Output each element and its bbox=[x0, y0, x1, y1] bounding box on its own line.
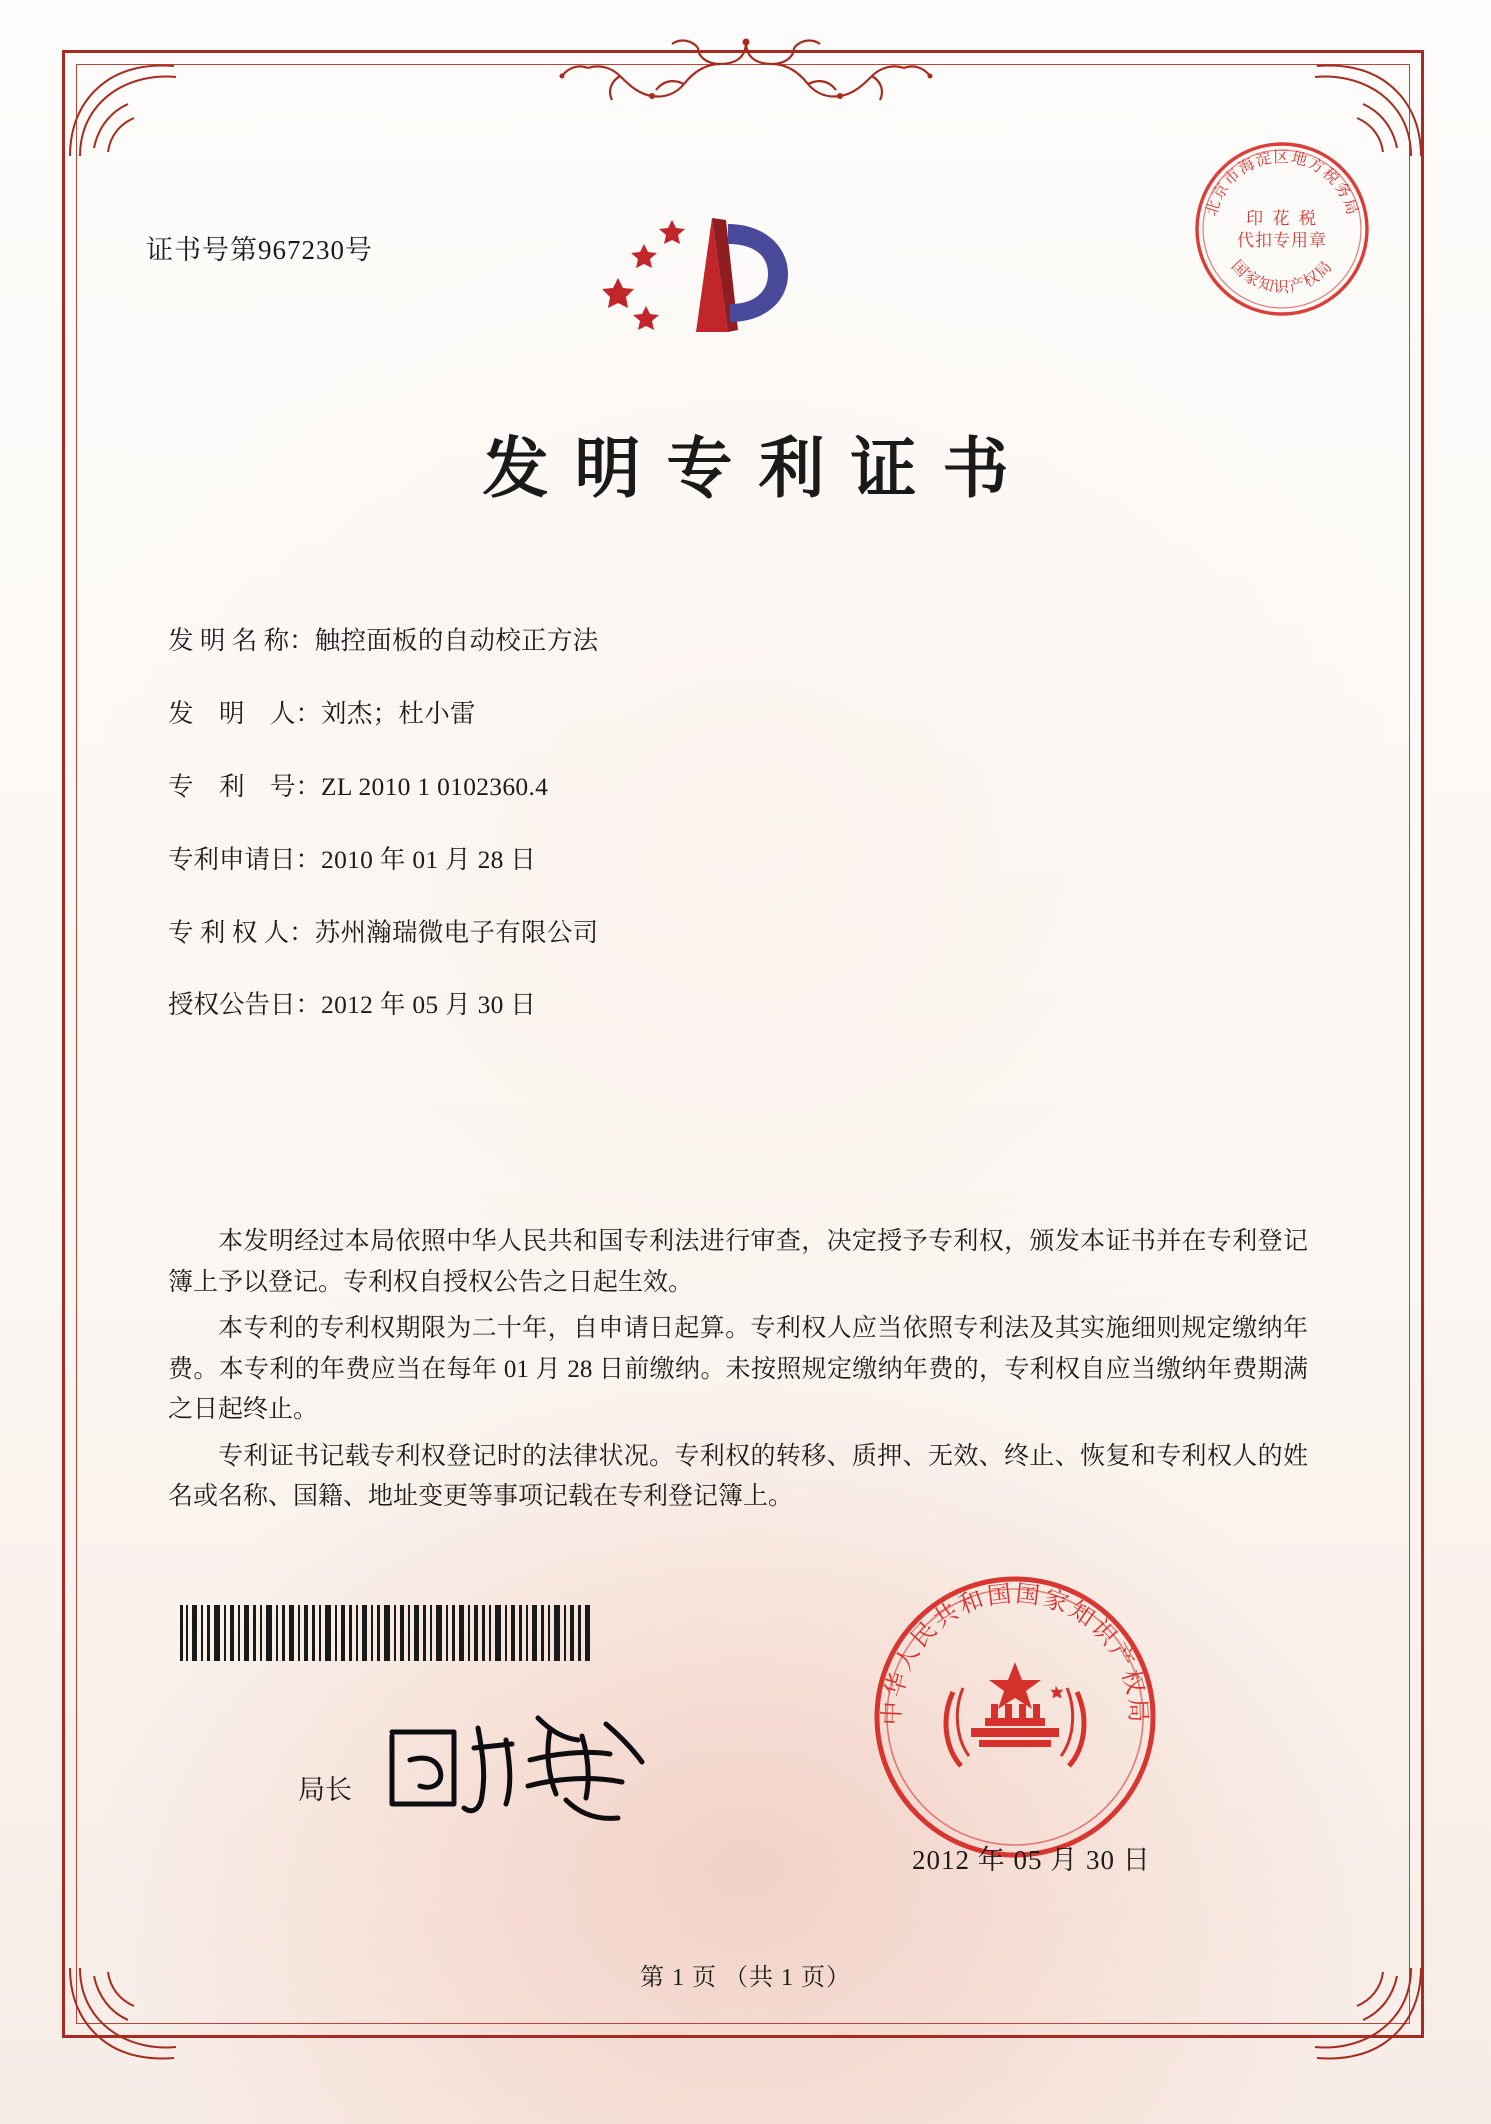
field-inventors bbox=[168, 698, 1308, 730]
certificate-body-text bbox=[168, 1222, 1308, 1524]
field-value: ZL 2010 1 0102360.4 bbox=[321, 771, 549, 801]
svg-text:代扣专用章: 代扣专用章 bbox=[1237, 231, 1327, 251]
field-value: 2010 年 01 月 28 日 bbox=[321, 844, 537, 874]
certificate-fields bbox=[168, 625, 1308, 1062]
director-signature bbox=[370, 1700, 670, 1835]
field-label: 专利申请日： bbox=[168, 844, 322, 874]
svg-text:中华人民共和国国家知识产权局: 中华人民共和国国家知识产权局 bbox=[877, 1579, 1153, 1726]
barcode bbox=[178, 1605, 598, 1661]
paragraph-term-and-fees: 本专利的专利权期限为二十年，自申请日起算。专利权人应当依照专利法及其实施细则规定缴纳年费。本专利的年费应当在每年 01 月 28 日前缴纳。未按照规定缴纳年费的，专利权自应当缴纳年费期满之日起终止。 bbox=[168, 1315, 1308, 1423]
svg-text:北京市海淀区地方税务局: 北京市海淀区地方税务局 bbox=[1202, 148, 1362, 219]
field-label: 专 利 权 人： bbox=[168, 917, 315, 947]
field-label: 发 明 人： bbox=[168, 698, 322, 728]
field-value: 刘杰；杜小雷 bbox=[321, 698, 476, 728]
tax-stamp-seal bbox=[1193, 140, 1371, 318]
field-patentee bbox=[168, 917, 1308, 949]
paragraph-legal-status: 专利证书记载专利权登记时的法律状况。专利权的转移、质押、无效、终止、恢复和专利权人的姓名或名称、国籍、地址变更等事项记载在专利登记簿上。 bbox=[168, 1442, 1308, 1510]
field-label: 专 利 号： bbox=[168, 771, 322, 801]
page-title: 发明专利证书 bbox=[482, 429, 1035, 507]
field-application-date bbox=[168, 844, 1308, 876]
field-value: 苏州瀚瑞微电子有限公司 bbox=[314, 917, 599, 947]
field-patent-number bbox=[168, 771, 1308, 803]
svg-text:国家知识产权局: 国家知识产权局 bbox=[1227, 256, 1337, 296]
director-label: 局长 bbox=[298, 1775, 352, 1805]
patent-office-logo-icon bbox=[600, 200, 830, 350]
certificate-number: 证书号第967230号 bbox=[146, 235, 373, 265]
svg-text:印 花 税: 印 花 税 bbox=[1246, 209, 1318, 229]
field-invention-name bbox=[168, 625, 1308, 657]
field-value: 触控面板的自动校正方法 bbox=[314, 626, 599, 655]
paragraph-grant-statement: 本发明经过本局依照中华人民共和国专利法进行审查，决定授予专利权，颁发本证书并在专利登记簿上予以登记。专利权自授权公告之日起生效。 bbox=[168, 1228, 1308, 1296]
seal-issue-date: 2012 年 05 月 30 日 bbox=[912, 1845, 1151, 1875]
field-label: 授权公告日： bbox=[168, 990, 322, 1020]
page-footer: 第 1 页 （共 1 页） bbox=[640, 1965, 851, 1991]
field-grant-announcement-date bbox=[168, 989, 1308, 1021]
field-label: 发 明 名 称： bbox=[168, 626, 315, 655]
national-patent-office-seal bbox=[870, 1572, 1160, 1862]
field-value: 2012 年 05 月 30 日 bbox=[321, 990, 537, 1020]
